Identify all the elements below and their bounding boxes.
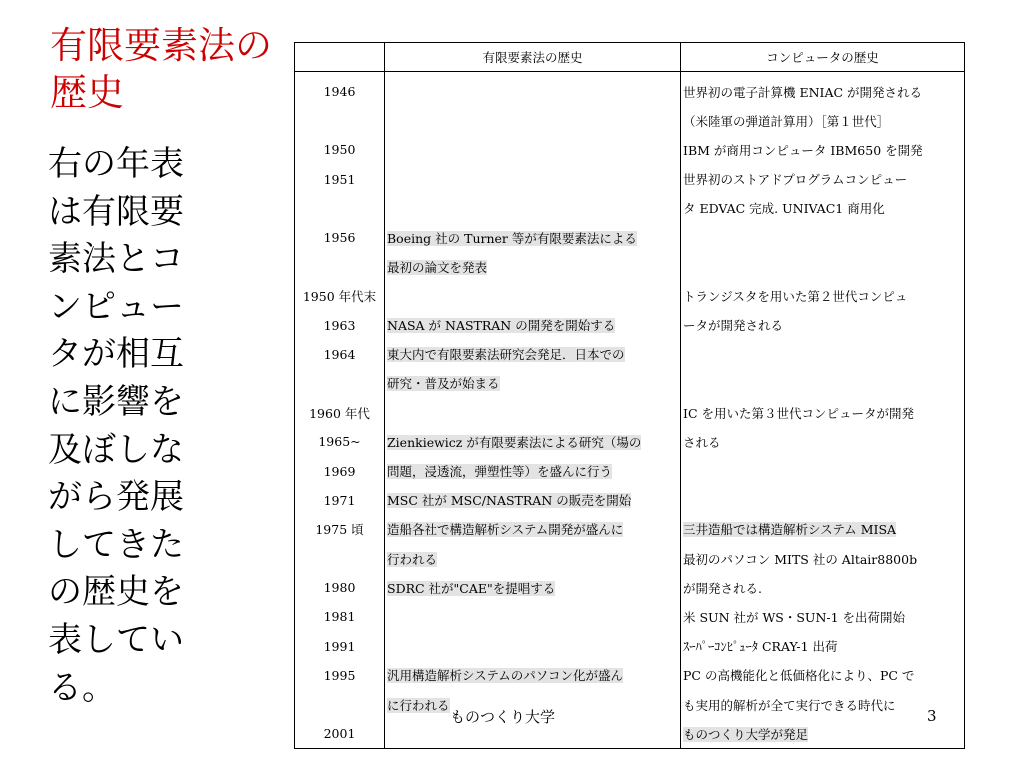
fem-history-cell: [385, 486, 681, 515]
computer-history-cell: [681, 223, 965, 252]
year-cell-text: 1981: [323, 609, 356, 625]
table-row: [295, 194, 965, 223]
computer-history-cell: [681, 72, 965, 107]
year-cell-text: 1950: [323, 142, 356, 158]
year-cell-text: 1969: [323, 463, 356, 479]
year-cell-text: 2001: [323, 726, 356, 742]
fem-history-cell-text: 造船各社で構造解析システム開発が盛んに: [387, 522, 624, 538]
fem-history-cell: [385, 72, 681, 107]
year-cell: [295, 72, 385, 107]
year-cell: [295, 602, 385, 631]
table-body: [295, 72, 965, 749]
header-fem-history: 有限要素法の歴史: [385, 43, 681, 72]
year-cell: [295, 311, 385, 340]
table-row: [295, 340, 965, 369]
computer-history-cell: [681, 573, 965, 602]
year-cell: [295, 544, 385, 573]
year-cell: [295, 486, 385, 515]
fem-history-cell-text: に行われる: [387, 697, 450, 713]
year-cell: [295, 661, 385, 690]
year-cell: [295, 427, 385, 456]
footer-university-name: ものつくり大学: [450, 708, 556, 726]
computer-history-cell: [681, 311, 965, 340]
fem-history-cell-text: Boeing 社の Turner 等が有限要素法による: [387, 230, 637, 246]
table-row: [295, 165, 965, 194]
table-row: [295, 281, 965, 310]
table-row: [295, 427, 965, 456]
year-cell: [295, 165, 385, 194]
header-year: [295, 43, 385, 72]
fem-history-cell: [385, 165, 681, 194]
table-row: [295, 661, 965, 690]
fem-history-cell-text: MSC 社が MSC/NASTRAN の販売を開始: [387, 493, 632, 509]
computer-history-cell-text: 米 SUN 社が WS・SUN-1 を出荷開始: [683, 609, 906, 625]
table-row: [295, 486, 965, 515]
computer-history-cell: [681, 252, 965, 281]
computer-history-cell: [681, 106, 965, 135]
fem-history-cell: [385, 456, 681, 485]
table-header-row: [295, 43, 965, 72]
year-cell: [295, 340, 385, 369]
fem-history-cell: [385, 135, 681, 164]
fem-history-cell: [385, 311, 681, 340]
computer-history-cell-text: PC の高機能化と低価格化により、PC で: [683, 668, 915, 684]
year-cell: [295, 690, 385, 719]
year-cell: [295, 369, 385, 398]
year-cell-text: 1951: [323, 171, 356, 187]
table-row: [295, 573, 965, 602]
year-cell: [295, 106, 385, 135]
computer-history-cell: [681, 165, 965, 194]
fem-history-cell: [385, 252, 681, 281]
fem-history-cell: [385, 544, 681, 573]
table-row: [295, 106, 965, 135]
year-cell-text: 1975 頃: [315, 522, 364, 538]
fem-history-cell-text: NASA が NASTRAN の開発を開始する: [387, 318, 616, 334]
computer-history-cell: [681, 544, 965, 573]
year-cell: [295, 456, 385, 485]
year-cell: [295, 632, 385, 661]
year-cell-text: 1960 年代: [309, 405, 370, 421]
fem-history-cell: [385, 515, 681, 544]
fem-history-cell-text: Zienkiewicz が有限要素法による研究（場の: [387, 434, 642, 450]
year-cell-text: 1964: [323, 346, 356, 362]
table-row: [295, 456, 965, 485]
computer-history-cell-text: （米陸軍の弾道計算用）［第１世代］: [683, 113, 890, 129]
year-cell-text: 1971: [323, 492, 356, 508]
year-cell: [295, 135, 385, 164]
fem-history-cell-text: 問題，浸透流，弾塑性等）を盛んに行う: [387, 464, 613, 480]
year-cell: [295, 573, 385, 602]
computer-history-cell: [681, 194, 965, 223]
fem-history-cell: [385, 398, 681, 427]
computer-history-cell: [681, 632, 965, 661]
computer-history-cell-text: IBM が商用コンピュータ IBM650 を開発: [683, 142, 923, 158]
year-cell-text: 1980: [323, 580, 356, 596]
year-cell: [295, 398, 385, 427]
fem-history-cell-text: 最初の論文を発表: [387, 259, 488, 275]
fem-history-cell-text: 汎用構造解析システムのパソコン化が盛ん: [387, 668, 624, 684]
year-cell-text: 1950 年代末: [302, 288, 377, 304]
table-row: [295, 369, 965, 398]
computer-history-cell-text: ものつくり大学が発足: [683, 726, 809, 742]
computer-history-cell-text: 三井造船では構造解析システム MISA: [683, 522, 897, 538]
computer-history-cell: [681, 515, 965, 544]
computer-history-cell-text: ータが開発される: [683, 318, 784, 334]
year-cell: [295, 252, 385, 281]
computer-history-cell-text: も実用的解析が全て実行できる時代に: [683, 697, 896, 713]
year-cell: [295, 719, 385, 749]
table-row: [295, 632, 965, 661]
table-row: [295, 690, 965, 719]
fem-history-cell: [385, 602, 681, 631]
table-row: [295, 72, 965, 107]
fem-history-cell: [385, 340, 681, 369]
year-cell-text: 1963: [323, 317, 356, 333]
computer-history-cell: [681, 369, 965, 398]
fem-history-cell: [385, 661, 681, 690]
table-row: [295, 252, 965, 281]
computer-history-cell-text: タ EDVAC 完成. UNIVAC1 商用化: [683, 201, 885, 217]
computer-history-cell-text: ｽｰﾊﾟｰｺﾝﾋﾟｭｰﾀ CRAY-1 出荷: [683, 639, 838, 655]
fem-history-cell: [385, 281, 681, 310]
header-computer-history: コンピュータの歴史: [681, 43, 965, 72]
fem-history-cell-text: 研究・普及が始まる: [387, 376, 500, 392]
slide-title: 有限要素法の歴史: [50, 24, 272, 114]
computer-history-cell: [681, 340, 965, 369]
computer-history-cell: [681, 135, 965, 164]
computer-history-cell-text: される: [683, 434, 721, 450]
year-cell: [295, 281, 385, 310]
year-cell-text: 1995: [323, 667, 356, 683]
computer-history-cell: [681, 661, 965, 690]
fem-history-cell: [385, 194, 681, 223]
fem-history-cell: [385, 223, 681, 252]
table-row: [295, 398, 965, 427]
computer-history-cell: [681, 602, 965, 631]
computer-history-cell-text: IC を用いた第３世代コンピュータが開発: [683, 405, 914, 421]
computer-history-cell: [681, 456, 965, 485]
slide-body-text: 右の年表は有限要素法とコンピュータが相互に影響を及ぼしながら発展してきたの歴史を表している。: [48, 144, 184, 708]
table-row: [295, 515, 965, 544]
year-cell: [295, 194, 385, 223]
year-cell-text: 1956: [323, 230, 356, 246]
history-timeline-table: [294, 42, 965, 749]
computer-history-cell-text: トランジスタを用いた第２世代コンピュ: [683, 288, 908, 304]
computer-history-cell-text: が開発される.: [683, 580, 762, 596]
fem-history-cell: [385, 632, 681, 661]
table-row: [295, 223, 965, 252]
fem-history-cell: [385, 369, 681, 398]
year-cell-text: 1946: [323, 84, 356, 100]
computer-history-cell: [681, 486, 965, 515]
year-cell: [295, 223, 385, 252]
fem-history-cell: [385, 573, 681, 602]
table-row: [295, 544, 965, 573]
computer-history-cell: [681, 281, 965, 310]
computer-history-cell: [681, 690, 965, 719]
fem-history-cell: [385, 106, 681, 135]
computer-history-cell: [681, 427, 965, 456]
table-row: [295, 719, 965, 749]
computer-history-cell-text: 最初のパソコン MITS 社の Altair8800b: [683, 551, 918, 567]
fem-history-cell-text: 東大内で有限要素法研究会発足．日本での: [387, 347, 625, 363]
year-cell-text: 1965~: [318, 434, 361, 450]
computer-history-cell-text: 世界初の電子計算機 ENIAC が開発される: [683, 84, 923, 100]
fem-history-cell: [385, 427, 681, 456]
page-number: 3: [927, 707, 937, 725]
fem-history-cell-text: SDRC 社が"CAE"を提唱する: [387, 580, 556, 596]
fem-history-cell-text: 行われる: [387, 551, 438, 567]
year-cell: [295, 515, 385, 544]
computer-history-cell-text: 世界初のストアドプログラムコンピュー: [683, 172, 908, 188]
table-row: [295, 602, 965, 631]
year-cell-text: 1991: [323, 638, 356, 654]
computer-history-cell: [681, 719, 965, 749]
computer-history-cell: [681, 398, 965, 427]
table-row: [295, 311, 965, 340]
table-row: [295, 135, 965, 164]
